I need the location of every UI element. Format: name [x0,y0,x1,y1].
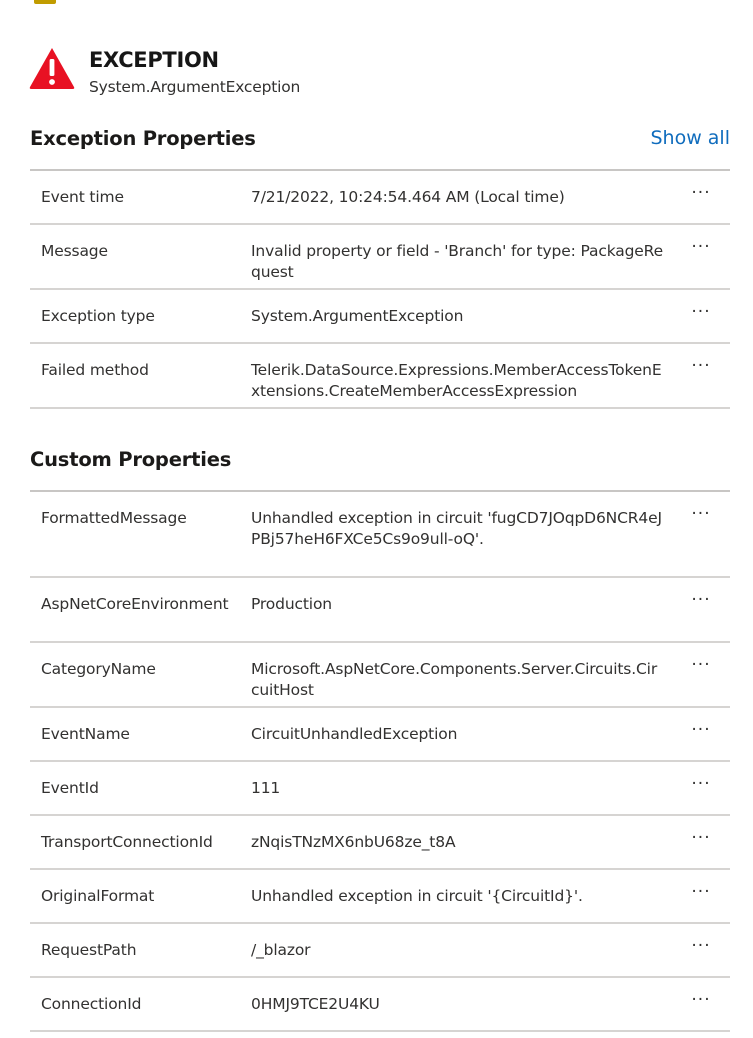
exception-properties-header [30,127,730,157]
property-key: Event time [41,188,124,206]
property-value: System.ArgumentException [251,307,464,325]
property-value: Invalid property or field - 'Branch' for type: PackageRequest [251,242,663,281]
property-row [30,643,730,708]
exception-header [28,44,728,100]
property-key: Failed method [41,361,149,379]
exception-title: EXCEPTION [89,48,219,72]
property-row [30,344,730,409]
more-options-icon[interactable]: ··· [691,590,711,610]
exception-properties-table [30,169,730,409]
property-key: RequestPath [41,941,137,959]
property-key: CategoryName [41,660,156,678]
property-value: 0HMJ9TCE2U4KU [251,995,380,1013]
property-row [30,492,730,578]
partial-top-icon [34,0,56,4]
property-row [30,762,730,816]
property-value: Microsoft.AspNetCore.Components.Server.Circuits.CircuitHost [251,660,658,699]
section-title: Exception Properties [30,127,256,150]
property-row [30,578,730,643]
property-row [30,171,730,225]
property-value: Unhandled exception in circuit 'fugCD7JOqpD6NCR4eJPBj57heH6FXCe5Cs9o9ull-oQ'. [251,509,662,548]
property-value: Telerik.DataSource.Expressions.MemberAccessTokenExtensions.CreateMemberAccessExpression [251,361,662,400]
more-options-icon[interactable]: ··· [691,882,711,902]
property-row [30,870,730,924]
more-options-icon[interactable]: ··· [691,936,711,956]
show-all-link[interactable]: Show all [650,127,730,149]
property-value: CircuitUnhandledException [251,725,458,743]
more-options-icon[interactable]: ··· [691,990,711,1010]
more-options-icon[interactable]: ··· [691,302,711,322]
property-key: FormattedMessage [41,509,187,527]
property-value: 7/21/2022, 10:24:54.464 AM (Local time) [251,188,565,206]
property-row [30,708,730,762]
more-options-icon[interactable]: ··· [691,655,711,675]
property-row [30,816,730,870]
property-value: zNqisTNzMX6nbU68ze_t8A [251,833,456,851]
property-key: Exception type [41,307,155,325]
exception-type-subtitle: System.ArgumentException [89,78,301,96]
property-row [30,978,730,1032]
more-options-icon[interactable]: ··· [691,774,711,794]
more-options-icon[interactable]: ··· [691,183,711,203]
property-key: EventId [41,779,99,797]
property-value: /_blazor [251,941,311,959]
property-key: OriginalFormat [41,887,155,905]
custom-properties-header [30,448,730,478]
more-options-icon[interactable]: ··· [691,237,711,257]
property-value: 111 [251,779,281,797]
property-key: EventName [41,725,130,743]
property-row [30,290,730,344]
property-key: TransportConnectionId [41,833,213,851]
section-title: Custom Properties [30,448,232,471]
property-key: AspNetCoreEnvironment [41,595,229,613]
custom-properties-table [30,490,730,1032]
property-value: Production [251,595,332,613]
more-options-icon[interactable]: ··· [691,504,711,524]
property-row [30,225,730,290]
property-key: Message [41,242,108,260]
property-key: ConnectionId [41,995,142,1013]
more-options-icon[interactable]: ··· [691,828,711,848]
more-options-icon[interactable]: ··· [691,720,711,740]
property-row [30,924,730,978]
warning-icon [28,46,76,90]
property-value: Unhandled exception in circuit '{CircuitId}'. [251,887,583,905]
more-options-icon[interactable]: ··· [691,356,711,376]
